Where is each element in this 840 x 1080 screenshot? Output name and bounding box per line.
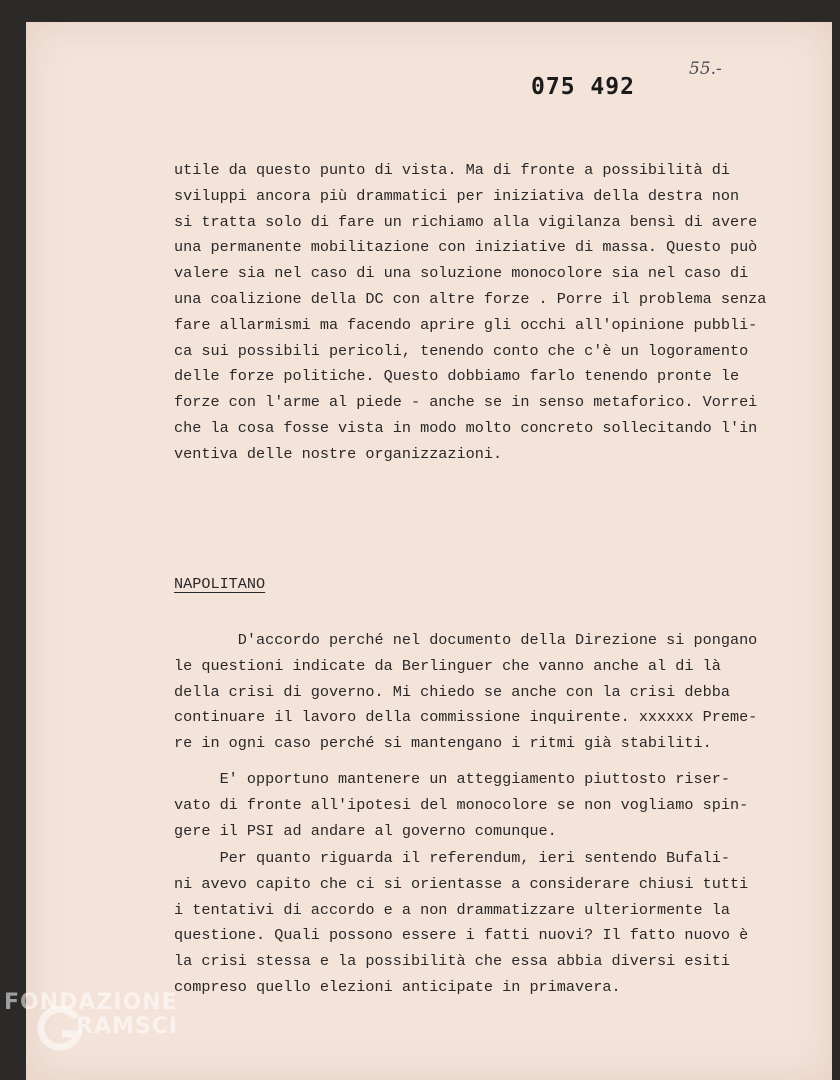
paragraph-napolitano-1: D'accordo perché nel documento della Direzione si pongano le questioni indicate da Berlinguer che vanno anche al di là della crisi di governo. Mi chiedo se anche con la crisi debba continuare il lavoro della commissione inquirente. xxxxxx Preme- re in ogni caso perché si mantengano i ritmi già stabiliti. — [174, 631, 758, 753]
paragraph-napolitano-3: Per quanto riguarda il referendum, ieri sentendo Bufali- ni avevo capito che ci si orientasse a considerare chiusi tutti i tentativi di accordo e a non drammatizzare ulteriormente la questione. Quali possono essere i fatti nuovi? Il fatto nuovo è la crisi stessa e la possibilità che essa abbia diversi esiti compreso quello elezioni anticipate in primavera. — [174, 849, 749, 996]
watermark-line1: FONDAZIONE — [4, 990, 178, 1015]
fondazione-gramsci-watermark — [4, 990, 214, 1076]
watermark-line2: RAMSCI — [76, 1014, 179, 1039]
speaker-heading: NAPOLITANO — [174, 575, 266, 593]
paragraph-continuation: utile da questo punto di vista. Ma di fronte a possibilità di sviluppi ancora più drammatici per iniziativa della destra non si tratta solo di fare un richiamo alla vigilanza bensì di avere una permanente mobilitazione con iniziative di massa. Questo può valere sia nel caso di una soluzione monocolore sia nel caso di una coalizione della DC con altre forze . Porre il problema senza fare allarmismi ma facendo aprire gli occhi all'opinione pubbli- ca sui possibili pericoli, tenendo conto che c'è un logoramento delle forze politiche. Questo dobbiamo farlo tenendo pronte le forze con l'arme al piede - anche se in senso metaforico. Vorrei che la cosa fosse vista in modo molto concreto sollecitando l'in ventiva delle nostre organizzazioni. — [174, 161, 767, 463]
handwritten-page-number: 55.- — [689, 59, 722, 79]
archive-code-stamp: 075 492 — [531, 74, 635, 100]
paragraph-napolitano-2: E' opportuno mantenere un atteggiamento piuttosto riser- vato di fronte all'ipotesi del monocolore se non vogliamo spin- gere il PSI ad andare al governo comunque. — [174, 770, 749, 840]
